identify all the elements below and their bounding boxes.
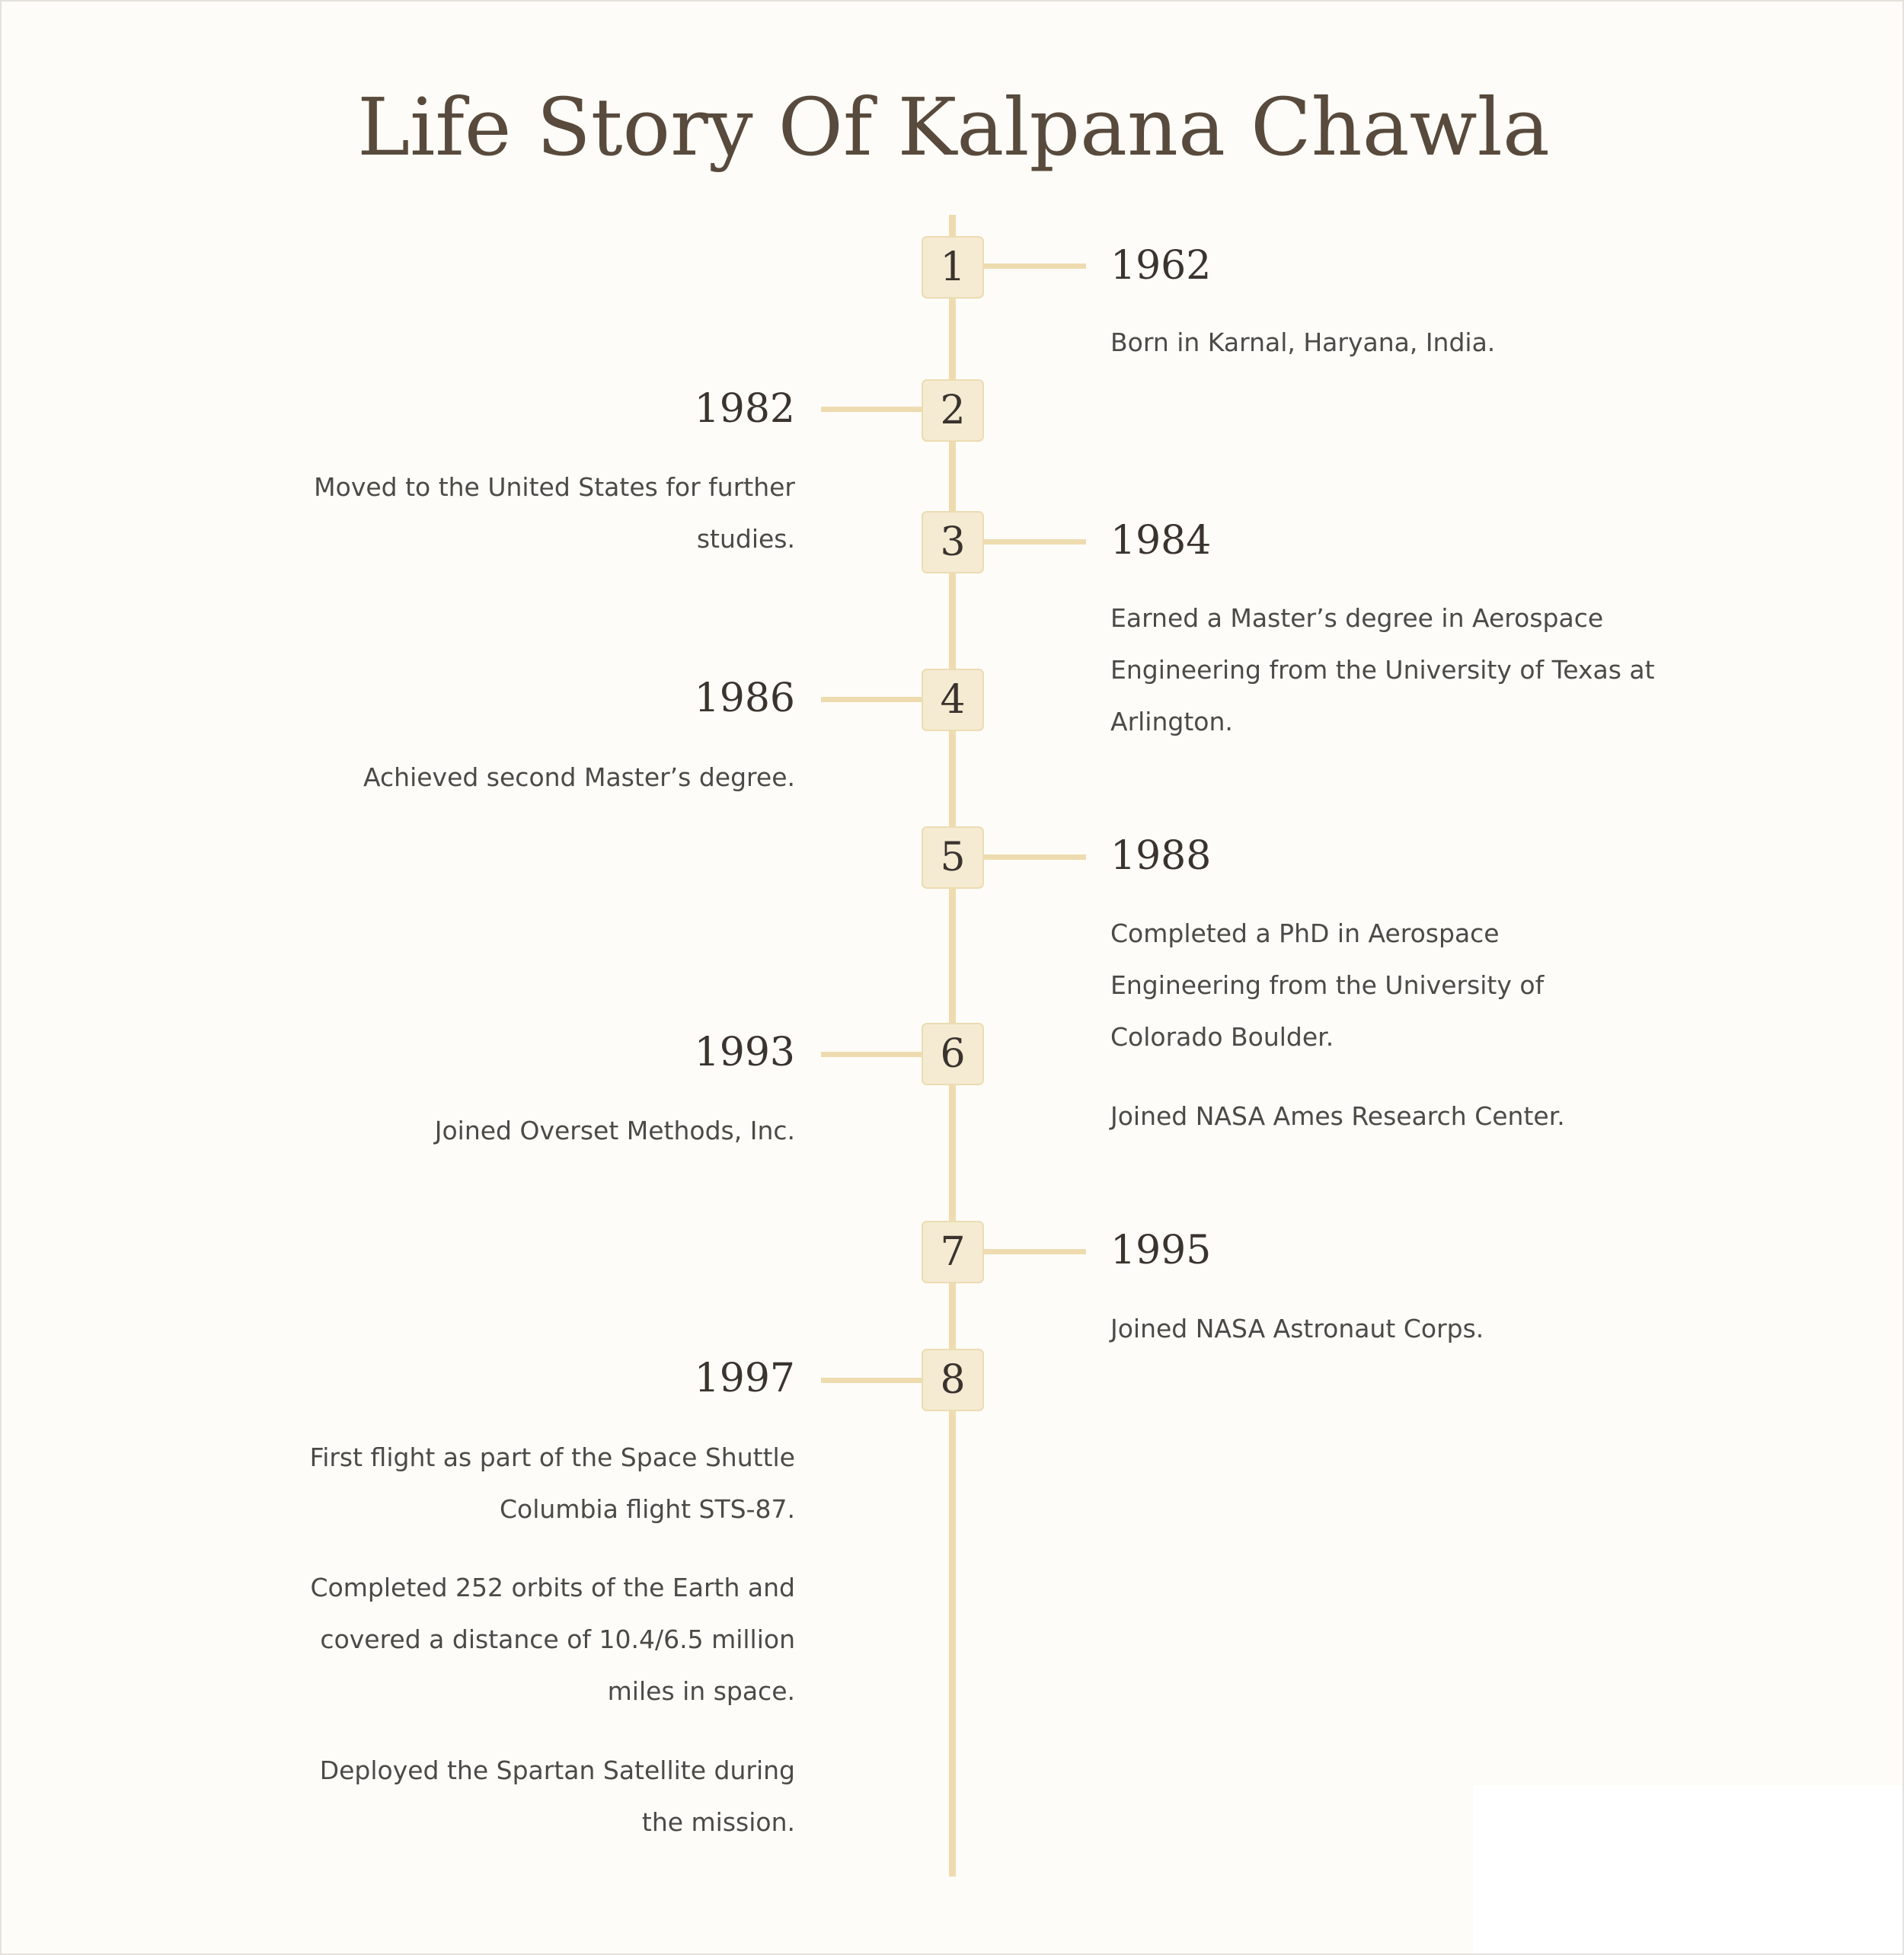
event-year: 1982	[694, 386, 795, 432]
corner-blank-area	[1473, 1785, 1904, 1955]
event-number-badge: 7	[922, 1221, 984, 1283]
event-number-badge: 3	[922, 511, 984, 573]
event-number-badge: 2	[922, 379, 984, 442]
event-year: 1997	[694, 1356, 795, 1401]
event-description: Moved to the United States for further studies.	[314, 472, 795, 554]
event-number-badge: 4	[922, 669, 984, 731]
event-year: 1962	[1110, 243, 1212, 289]
event-year: 1995	[1110, 1228, 1212, 1273]
event-number-badge: 1	[922, 236, 984, 299]
event-description: Joined Overset Methods, Inc.	[434, 1116, 795, 1145]
event-description: Deployed the Spartan Satellite during the mission.	[319, 1755, 795, 1837]
event-description: Completed 252 orbits of the Earth and covered a distance of 10.4/6.5 million miles in space.	[310, 1573, 795, 1706]
event-year: 1988	[1110, 833, 1212, 879]
event-description: Born in Karnal, Haryana, India.	[1110, 327, 1496, 357]
page-title: Life Story Of Kalpana Chawla	[357, 81, 1550, 174]
event-year: 1984	[1110, 518, 1212, 564]
event-number-badge: 6	[922, 1023, 984, 1085]
event-year: 1993	[694, 1030, 795, 1075]
event-description: Achieved second Master’s degree.	[363, 762, 795, 792]
event-description: Completed a PhD in Aerospace Engineering from the University of Colorado Boulder.	[1110, 918, 1545, 1052]
event-year: 1986	[694, 676, 795, 721]
event-description: Joined NASA Ames Research Center.	[1110, 1101, 1565, 1131]
event-description: Joined NASA Astronaut Corps.	[1110, 1314, 1484, 1343]
event-description: First flight as part of the Space Shuttle Columbia flight STS-87.	[309, 1442, 795, 1524]
event-number-badge: 8	[922, 1349, 984, 1411]
event-description: Earned a Master’s degree in Aerospace Engineering from the University of Texas at Arlington.	[1110, 603, 1655, 736]
event-number-badge: 5	[922, 826, 984, 889]
